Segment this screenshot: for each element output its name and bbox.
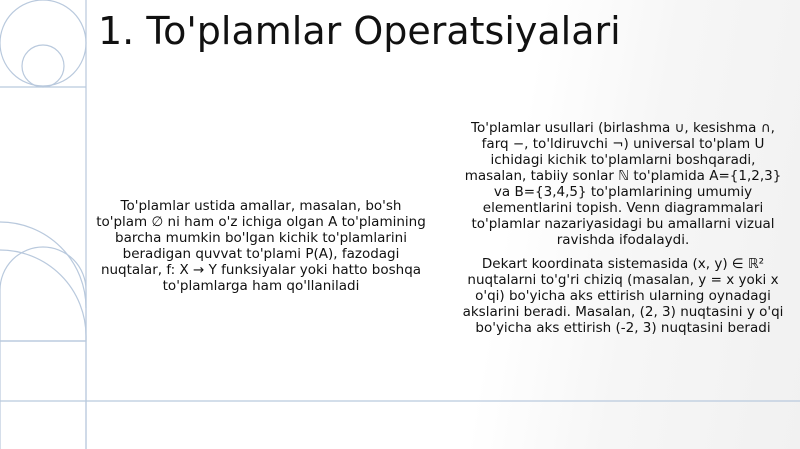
left-text-column	[96, 198, 426, 294]
left-arch	[0, 247, 86, 449]
top-circle-inner	[22, 45, 64, 87]
slide-title: 1. To'plamlar Operatsiyalari	[98, 9, 621, 53]
middle-arc-outer	[0, 222, 86, 308]
left-column-paragraph: To'plamlar ustida amallar, masalan, bo'sh to'plam ∅ ni ham o'z ichiga olgan A to'plamining barcha mumkin bo'lgan kichik to'plamlarini beradigan quvvat to'plami P(A), fazodagi nuqtalar, f: X → Y funksiyalar yoki hatto boshqa to'plamlarga ham qo'llaniladi	[96, 198, 426, 294]
right-text-column	[458, 120, 788, 336]
right-column-paragraph-1: To'plamlar usullari (birlashma ∪, kesishma ∩, farq −, to'ldiruvchi ¬) universal to'plam U ichidagi kichik to'plamlarni boshqaradi, masalan, tabiiy sonlar ℕ to'plamida A={1,2,3} va B={3,4,5} to'plamlarining umumiy elementlarini topish. Venn diagrammalari to'plamlar nazariyasidagi bu amallarni vizual ravishda ifodalaydi.	[464, 120, 782, 248]
top-circle-outer	[0, 0, 86, 86]
right-column-paragraph-2: Dekart koordinata sistemasida (x, y) ∈ ℝ² nuqtalarni to'g'ri chiziq (masalan, y = x yoki x o'qi) bo'yicha aks ettirish ularning oynadagi akslarini beradi. Masalan, (2, 3) nuqtasini y o'qi bo'yicha aks ettirish (-2, 3) nuqtasini beradi	[462, 256, 784, 336]
